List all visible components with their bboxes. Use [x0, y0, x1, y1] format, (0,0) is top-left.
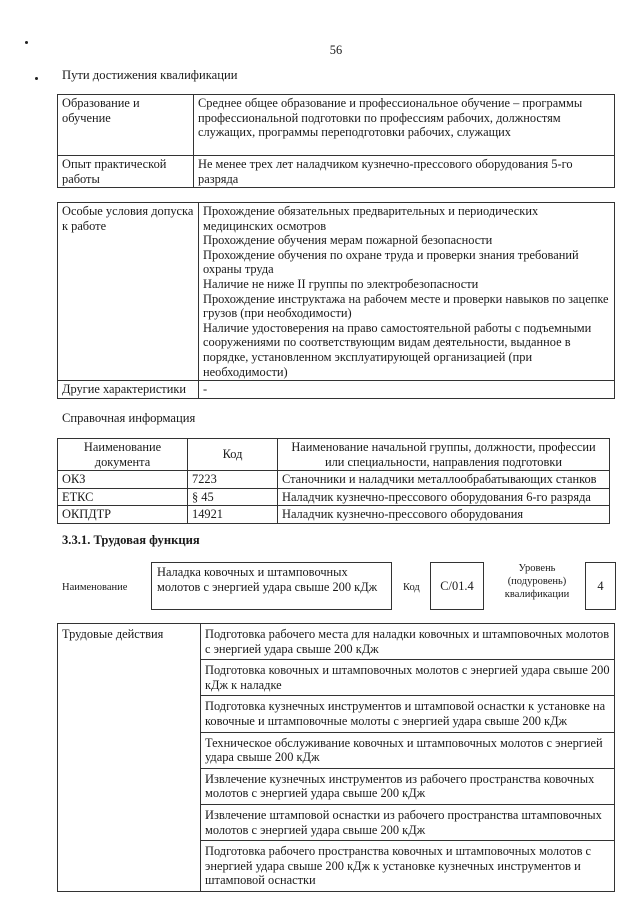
- function-name-box: [151, 562, 392, 610]
- other-value: -: [199, 381, 615, 399]
- labor-action-item: Извлечение штамповой оснастки из рабочего пространства штамповочных молотов с энергией удара свыше 200 кДж: [201, 804, 615, 840]
- admission-label: Особые условия допуска к работе: [58, 203, 199, 381]
- table-cell: Наладчик кузнечно-прессового оборудования 6-го разряда: [278, 488, 610, 506]
- reference-heading: Справочная информация: [62, 411, 196, 425]
- column-header: Наименование начальной группы, должности, профессии или специальности, направления подготовки: [278, 439, 610, 471]
- admission-item: Наличие удостоверения на право самостоятельной работы с подъемными сооружениями по соответствующим видам деятельности, выданное в порядке, установленном эксплуатирующей организацией (при необходимости): [203, 320, 592, 379]
- level-value: 4: [597, 579, 604, 593]
- margin-mark: [35, 77, 38, 80]
- table-cell: 7223: [188, 471, 278, 489]
- table-row: [58, 624, 615, 660]
- level-label: Уровень (подуровень) квалификации: [504, 563, 570, 600]
- function-code-value: С/01.4: [440, 579, 474, 593]
- table-cell: Наладчик кузнечно-прессового оборудования: [278, 506, 610, 524]
- qualification-paths-table: [57, 94, 615, 188]
- experience-label: Опыт практической работы: [58, 156, 194, 188]
- education-label: Образование и обучение: [58, 95, 194, 156]
- labor-actions-table: [57, 623, 615, 892]
- labor-action-item: Подготовка рабочего пространства ковочных и штамповочных молотов с энергией удара свыше 200 кДж к установке кузнечных инструментов и штамповой оснастки: [201, 841, 615, 892]
- column-header: Код: [188, 439, 278, 471]
- name-label: Наименование: [62, 582, 128, 593]
- labor-action-item: Подготовка кузнечных инструментов и штамповой оснастки к установке на ковочные и штамповочные молоты с энергией удара свыше 200 кДж: [201, 696, 615, 732]
- table-header-row: [58, 439, 610, 471]
- admission-item: Прохождение обучения мерам пожарной безопасности: [203, 233, 493, 248]
- admission-item: Прохождение обучения по охране труда и проверки знания требований охраны труда: [203, 247, 579, 277]
- table-row: [58, 488, 610, 506]
- reference-table: [57, 438, 610, 524]
- page-number: 56: [329, 43, 343, 57]
- table-row: [58, 95, 615, 156]
- admission-item: Прохождение инструктажа на рабочем месте и проверки навыков по зацепке грузов (при необходимости): [203, 291, 609, 321]
- function-code-box: [430, 562, 484, 610]
- table-row: [58, 381, 615, 399]
- code-label: Код: [403, 582, 420, 593]
- admission-items: [199, 203, 615, 381]
- other-label: Другие характеристики: [58, 381, 199, 399]
- education-value: Среднее общее образование и профессиональное обучение – программы профессиональной подготовки по профессиям рабочих, должностям служащих, программы переподготовки рабочих, служащих: [194, 95, 615, 156]
- table-cell: ОКПДТР: [58, 506, 188, 524]
- labor-function-heading: 3.3.1. Трудовая функция: [62, 533, 200, 547]
- qualification-paths-heading: Пути достижения квалификации: [62, 68, 238, 82]
- table-cell: Станочники и наладчики металлообрабатывающих станков: [278, 471, 610, 489]
- admission-item: Наличие не ниже II группы по электробезопасности: [203, 276, 479, 291]
- column-header: Наименование документа: [58, 439, 188, 471]
- table-row: [58, 156, 615, 188]
- admission-table: [57, 202, 615, 399]
- labor-action-item: Подготовка рабочего места для наладки ковочных и штамповочных молотов с энергией удара свыше 200 кДж: [201, 624, 615, 660]
- table-cell: 14921: [188, 506, 278, 524]
- function-name-value: Наладка ковочных и штамповочных молотов с энергией удара свыше 200 кДж: [157, 565, 378, 594]
- labor-actions-label: Трудовые действия: [58, 624, 201, 892]
- table-row: [58, 203, 615, 381]
- table-row: [58, 506, 610, 524]
- table-cell: ЕТКС: [58, 488, 188, 506]
- labor-action-item: Извлечение кузнечных инструментов из рабочего пространства ковочных молотов с энергией удара свыше 200 кДж: [201, 768, 615, 804]
- table-cell: ОКЗ: [58, 471, 188, 489]
- labor-action-item: Техническое обслуживание ковочных и штамповочных молотов с энергией удара свыше 200 кДж: [201, 732, 615, 768]
- labor-action-item: Подготовка ковочных и штамповочных молотов с энергией удара свыше 200 кДж к наладке: [201, 660, 615, 696]
- table-row: [58, 471, 610, 489]
- level-box: [585, 562, 616, 610]
- table-cell: § 45: [188, 488, 278, 506]
- experience-value: Не менее трех лет наладчиком кузнечно-прессового оборудования 5-го разряда: [194, 156, 615, 188]
- admission-item: Прохождение обязательных предварительных и периодических медицинских осмотров: [203, 204, 539, 233]
